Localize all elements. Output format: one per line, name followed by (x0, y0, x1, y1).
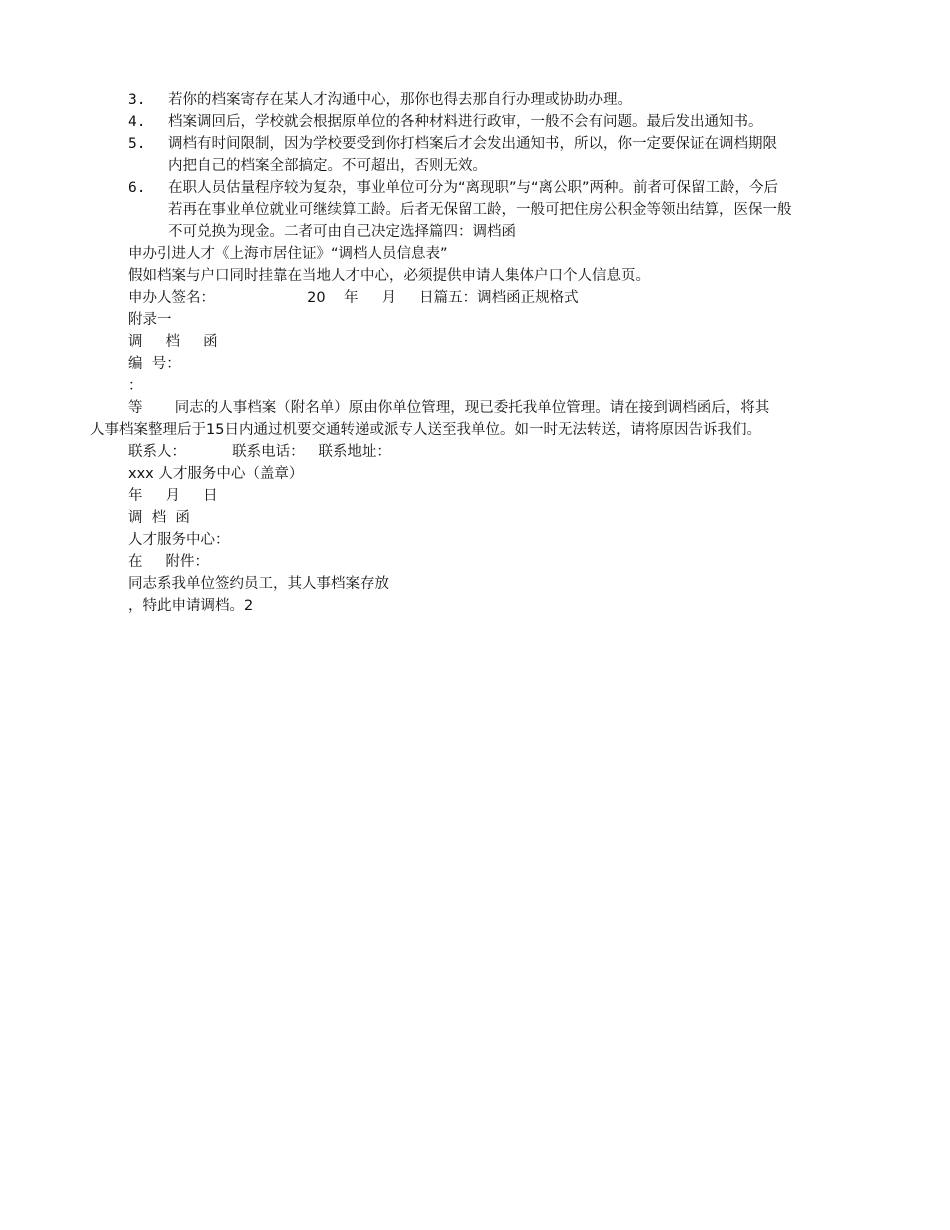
letter-title: 调 档 函 (128, 334, 218, 350)
serial-number-label: 编 号： (128, 356, 181, 372)
text-line-talent-form: 申办引进人才《上海市居住证》“调档人员信息表” (128, 246, 448, 262)
recipient-line: ： (128, 378, 143, 394)
signature-line: 申办人签名： 20 年 月 日篇五：调档函正规格式 (128, 290, 579, 306)
date-line: 年 月 日 (128, 488, 218, 504)
list-text: 档案调回后，学校就会根据原单位的各种材料进行政审，一般不会有问题。最后发出通知书。 (168, 114, 763, 130)
recipient-center-line: 人才服务中心： (128, 532, 230, 548)
list-number: 3. (128, 92, 146, 108)
letter-title-2: 调 档 函 (128, 510, 190, 526)
appendix-label: 附录一 (128, 312, 172, 328)
text-line-hukou-note: 假如档案与户口同时挂靠在当地人才中心，必须提供申请人集体户口个人信息页。 (128, 268, 650, 284)
employee-statement-line: 同志系我单位签约员工，其人事档案存放 (128, 576, 389, 592)
contact-line: 联系人： 联系电话： 联系地址： (128, 444, 391, 460)
list-number: 6. (128, 180, 146, 196)
attachment-line: 在 附件： (128, 554, 210, 570)
letter-body-paragraph: 等 同志的人事档案（附名单）原由你单位管理，现已委托我单位管理。请在接到调档函后，将其 人事档案整理后于15日内通过机要交通转递或派专人送至我单位。如一时无法转送，请将原因告诉我们。 (90, 400, 770, 438)
list-number: 5. (128, 136, 146, 152)
issuer-line: xxx 人才服务中心（盖章） (128, 466, 304, 482)
list-text: 若你的档案寄存在某人才沟通中心，那你也得去那自行办理或协助办理。 (168, 92, 632, 108)
list-text: 在职人员估量程序较为复杂，事业单位可分为“离现职”与“离公职”两种。前者可保留工龄，今后 若再在事业单位就业可继续算工龄。后者无保留工龄，一般可把住房公积金等领出结算，医保一般 不可兑换为现金。二者可由自己决定选择篇四：调档函 (168, 180, 792, 240)
list-text: 调档有时间限制，因为学校要受到你打档案后才会发出通知书，所以，你一定要保证在调档期限 内把自己的档案全部搞定。不可超出，否则无效。 (168, 136, 777, 174)
closing-line: ，特此申请调档。2 (128, 598, 254, 614)
list-number: 4. (128, 114, 146, 130)
